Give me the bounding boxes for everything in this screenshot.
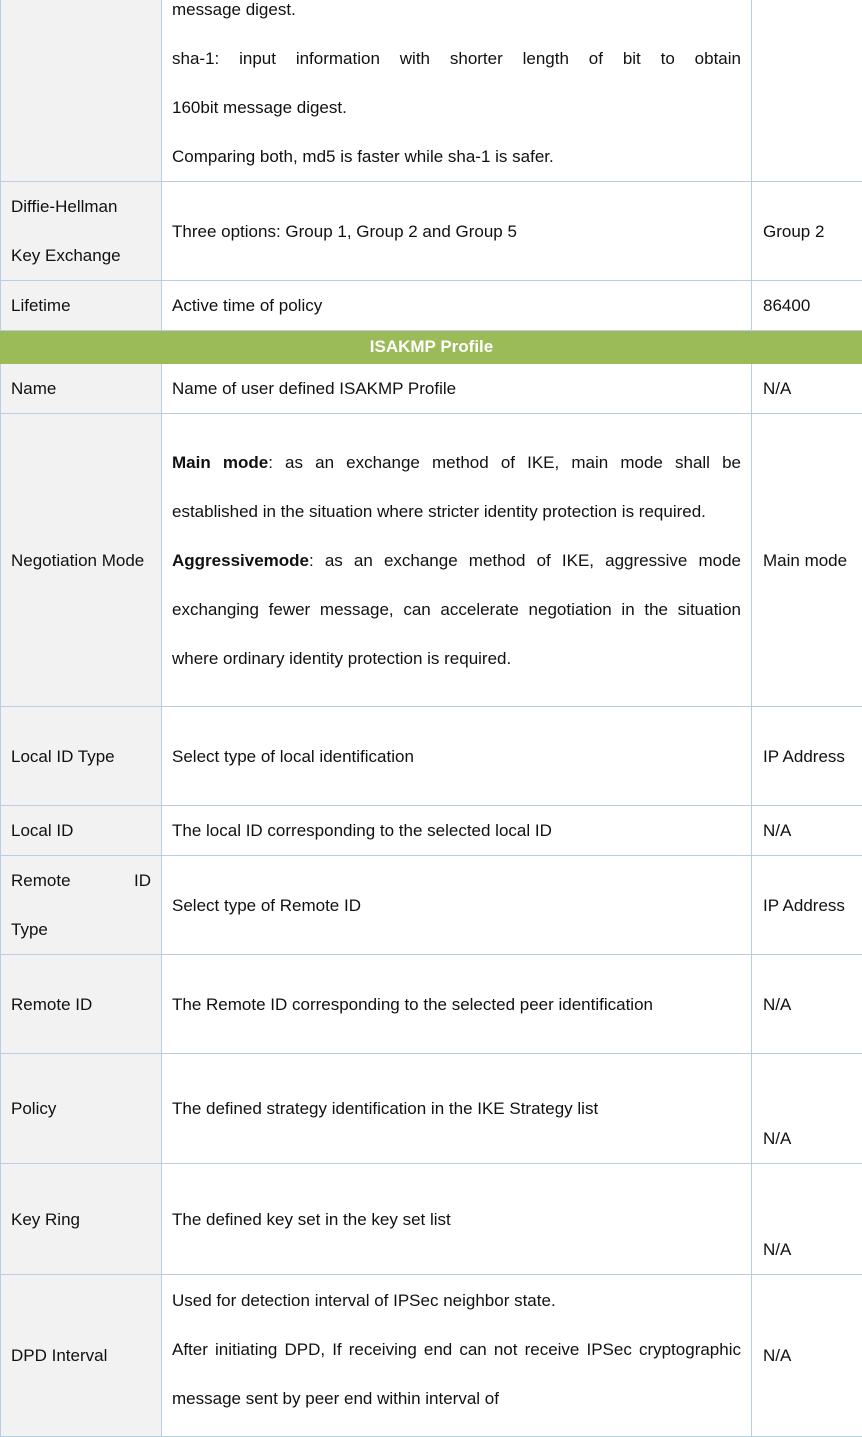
aggressive-mode-paragraph — [172, 536, 741, 683]
default-cell: 86400 — [752, 281, 862, 331]
desc-cell: The defined strategy identification in the IKE Strategy list — [162, 1054, 752, 1164]
default-cell: N/A — [752, 1275, 862, 1437]
default-cell: N/A — [752, 955, 862, 1054]
default-cell: N/A — [752, 806, 862, 856]
desc-line: 160bit message digest. — [172, 83, 741, 132]
table-row — [1, 182, 862, 281]
default-cell: Group 2 — [752, 182, 862, 281]
param-word: Remote — [11, 856, 71, 905]
table-row — [1, 856, 862, 955]
param-cell: Remote ID — [1, 955, 162, 1054]
param-cell — [1, 0, 162, 182]
default-cell: Main mode — [752, 414, 862, 707]
desc-cell: Select type of local identification — [162, 707, 752, 806]
param-cell: Policy — [1, 1054, 162, 1164]
table-row — [1, 955, 862, 1054]
desc-line: sha-1: input information with shorter length of bit to obtain — [172, 34, 741, 83]
default-cell: IP Address — [752, 707, 862, 806]
desc-cell: Name of user defined ISAKMP Profile — [162, 364, 752, 414]
param-word: ID — [134, 856, 151, 905]
desc-line: message digest. — [172, 0, 741, 34]
aggressive-mode-text: : as an exchange method of IKE, aggressive mode exchanging fewer message, can accelerate negotiation in the situation where ordinary identity protection is required. — [172, 551, 741, 668]
param-cell: Name — [1, 364, 162, 414]
desc-line: After initiating DPD, If receiving end can not receive IPSec cryptographic message sent by peer end within interval of — [172, 1325, 741, 1423]
section-header: ISAKMP Profile — [1, 331, 862, 364]
desc-cell: Active time of policy — [162, 281, 752, 331]
param-line — [11, 856, 151, 905]
param-cell: Local ID — [1, 806, 162, 856]
main-mode-label: Main mode — [172, 453, 268, 472]
main-mode-text: : as an exchange method of IKE, main mode shall be established in the situation where stricter identity protection is required. — [172, 453, 741, 521]
desc-cell — [162, 1275, 752, 1437]
table-row — [1, 1054, 862, 1164]
default-cell: N/A — [752, 1054, 862, 1164]
param-cell: Key Ring — [1, 1164, 162, 1275]
param-line: Type — [11, 905, 151, 954]
table-row — [1, 707, 862, 806]
table-row — [1, 806, 862, 856]
desc-cell — [162, 414, 752, 707]
desc-cell: Select type of Remote ID — [162, 856, 752, 955]
table-row — [1, 1164, 862, 1275]
param-cell — [1, 856, 162, 955]
default-cell: N/A — [752, 1164, 862, 1275]
desc-line: Comparing both, md5 is faster while sha-1 is safer. — [172, 132, 741, 181]
desc-line: Used for detection interval of IPSec neighbor state. — [172, 1276, 741, 1325]
table-row — [1, 0, 862, 182]
table-row — [1, 281, 862, 331]
desc-cell: The local ID corresponding to the selected local ID — [162, 806, 752, 856]
default-cell — [752, 0, 862, 182]
param-cell: Lifetime — [1, 281, 162, 331]
desc-cell — [162, 0, 752, 182]
section-header-row — [1, 331, 862, 364]
param-cell: DPD Interval — [1, 1275, 162, 1437]
param-cell: Negotiation Mode — [1, 414, 162, 707]
param-cell: Local ID Type — [1, 707, 162, 806]
table-row — [1, 364, 862, 414]
desc-cell: The defined key set in the key set list — [162, 1164, 752, 1275]
default-cell: N/A — [752, 364, 862, 414]
table-row — [1, 1275, 862, 1437]
desc-cell: The Remote ID corresponding to the selected peer identification — [162, 955, 752, 1054]
desc-cell: Three options: Group 1, Group 2 and Group 5 — [162, 182, 752, 281]
param-cell: Diffie-Hellman Key Exchange — [1, 182, 162, 281]
default-cell: IP Address — [752, 856, 862, 955]
table-row — [1, 414, 862, 707]
aggressive-mode-label: Aggressivemode — [172, 551, 309, 570]
main-mode-paragraph — [172, 438, 741, 536]
